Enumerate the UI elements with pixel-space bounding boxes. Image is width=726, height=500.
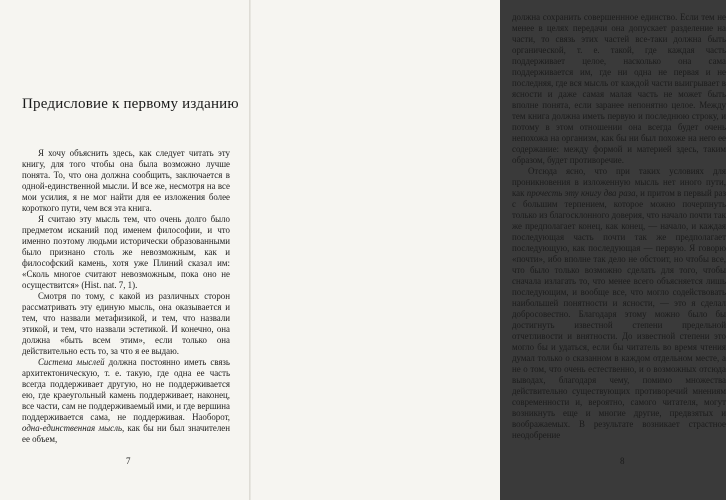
page-number-right: 8 bbox=[620, 456, 625, 466]
italic-phrase: Система мыслей bbox=[38, 357, 105, 367]
paragraph: Смотря по тому, с какой из различных сторон рассматривать эту единую мысль, она оказывается и тем, что назвали метафизикой, и тем, что назвали этикой, и тем, что назвали эстетикой. И конечно, она должна «быть всем этим», если только она действительно есть то, за что я ее выдаю. bbox=[22, 291, 230, 356]
paragraph: Отсюда ясно, что при таких условиях для проникновения в изложенную мысль нет иного пути, как прочесть эту книгу два раза, и притом в первый раз с большим терпением, которое можно почерпнуть только из благосклонного доверия, что начало почти так же предполагает конец, как конец, — начало, и каждая последующая часть почти так же предполагает последующую, как последующая — первую. Я говорю «почти», ибо вполне так дело не обстоит, но чтобы все, что было только возможно сделать для того, чтобы сначала излагать то, что менее всего объясняется лишь последующим, и вообще все, что могло содействовать наибольшей понятности и ясности, — это я сделал добросовестно. Благодаря этому можно было бы достигнуть известной степени предельной отчетливости и внятности. До известной степени это могло бы и удаться, если бы читатель во время чтения думал только о сказанном в каждом отдельном месте, а не о том, что очень естественно, и о возможных отсюда выводах, благодаря чему, помимо множества действительно существующих противоречий мнениям современности и, вероятно, самого читателя, могут возникнуть еще и многие другие, предвзятых и воображаемых. В результате возникает страстное неодобрение bbox=[512, 166, 726, 440]
right-page-text bbox=[512, 12, 726, 441]
paragraph: Система мыслей должна постоянно иметь связь архитектоническую, т. е. такую, где одна ее часть всегда поддерживает другую, но не поддерживается ею, где краеугольный камень поддерживает, наконец, все части, сам не поддерживаемый ими, и где вершина поддерживается сама, не поддерживая. Наоборот, одна-единственная мысль, как бы ни был значителен ее объем, bbox=[22, 357, 230, 444]
left-page-text bbox=[22, 148, 230, 445]
paragraph: Я хочу объяснить здесь, как следует читать эту книгу, для того чтобы она была возможно лучше понята. То, что она должна сообщить, заключается в одной-единственной мысли. И все же, несмотря на все мои усилия, я не мог найти для ее изложения более короткого пути, чем вся эта книга. bbox=[22, 148, 230, 213]
paragraph: Я считаю эту мысль тем, что очень долго было предметом исканий под именем философии, и что именно поэтому людьми исторически образованными было признано столь же невозможным, как и философский камень, хотя уже Плиний сказал им: «Сколь многое считают невозможным, пока оно не осуществится» (Hist. nat. 7, 1). bbox=[22, 214, 230, 290]
italic-phrase: одна-единственная мысль bbox=[22, 423, 122, 433]
paragraph: должна сохранить совершеннное единство. Если тем не менее в целях передачи она допускает разделение на части, то связь этих частей все-таки должна быть органической, т. е. такой, где каждая часть поддерживает целое, насколько она сама поддерживается им, где ни одна не первая и не последняя, где вся мысль от каждой части выигрывает в ясности и даже самая малая часть не может быть вполне понята, если заранее непонятно целое. Между тем книга должна иметь первую и последнюю строку, и потому в этом отношении она всегда будет очень непохожа на организм, как бы ни был похоже на него ее содержание: между формой и материей здесь, таким образом, будет противоречие. bbox=[512, 12, 726, 165]
chapter-heading: Предисловие к первому изданию bbox=[22, 96, 239, 112]
left-page bbox=[0, 0, 250, 500]
italic-phrase: прочесть эту книгу два раза bbox=[526, 188, 636, 198]
page-number-left: 7 bbox=[126, 456, 131, 466]
right-page bbox=[250, 0, 726, 500]
